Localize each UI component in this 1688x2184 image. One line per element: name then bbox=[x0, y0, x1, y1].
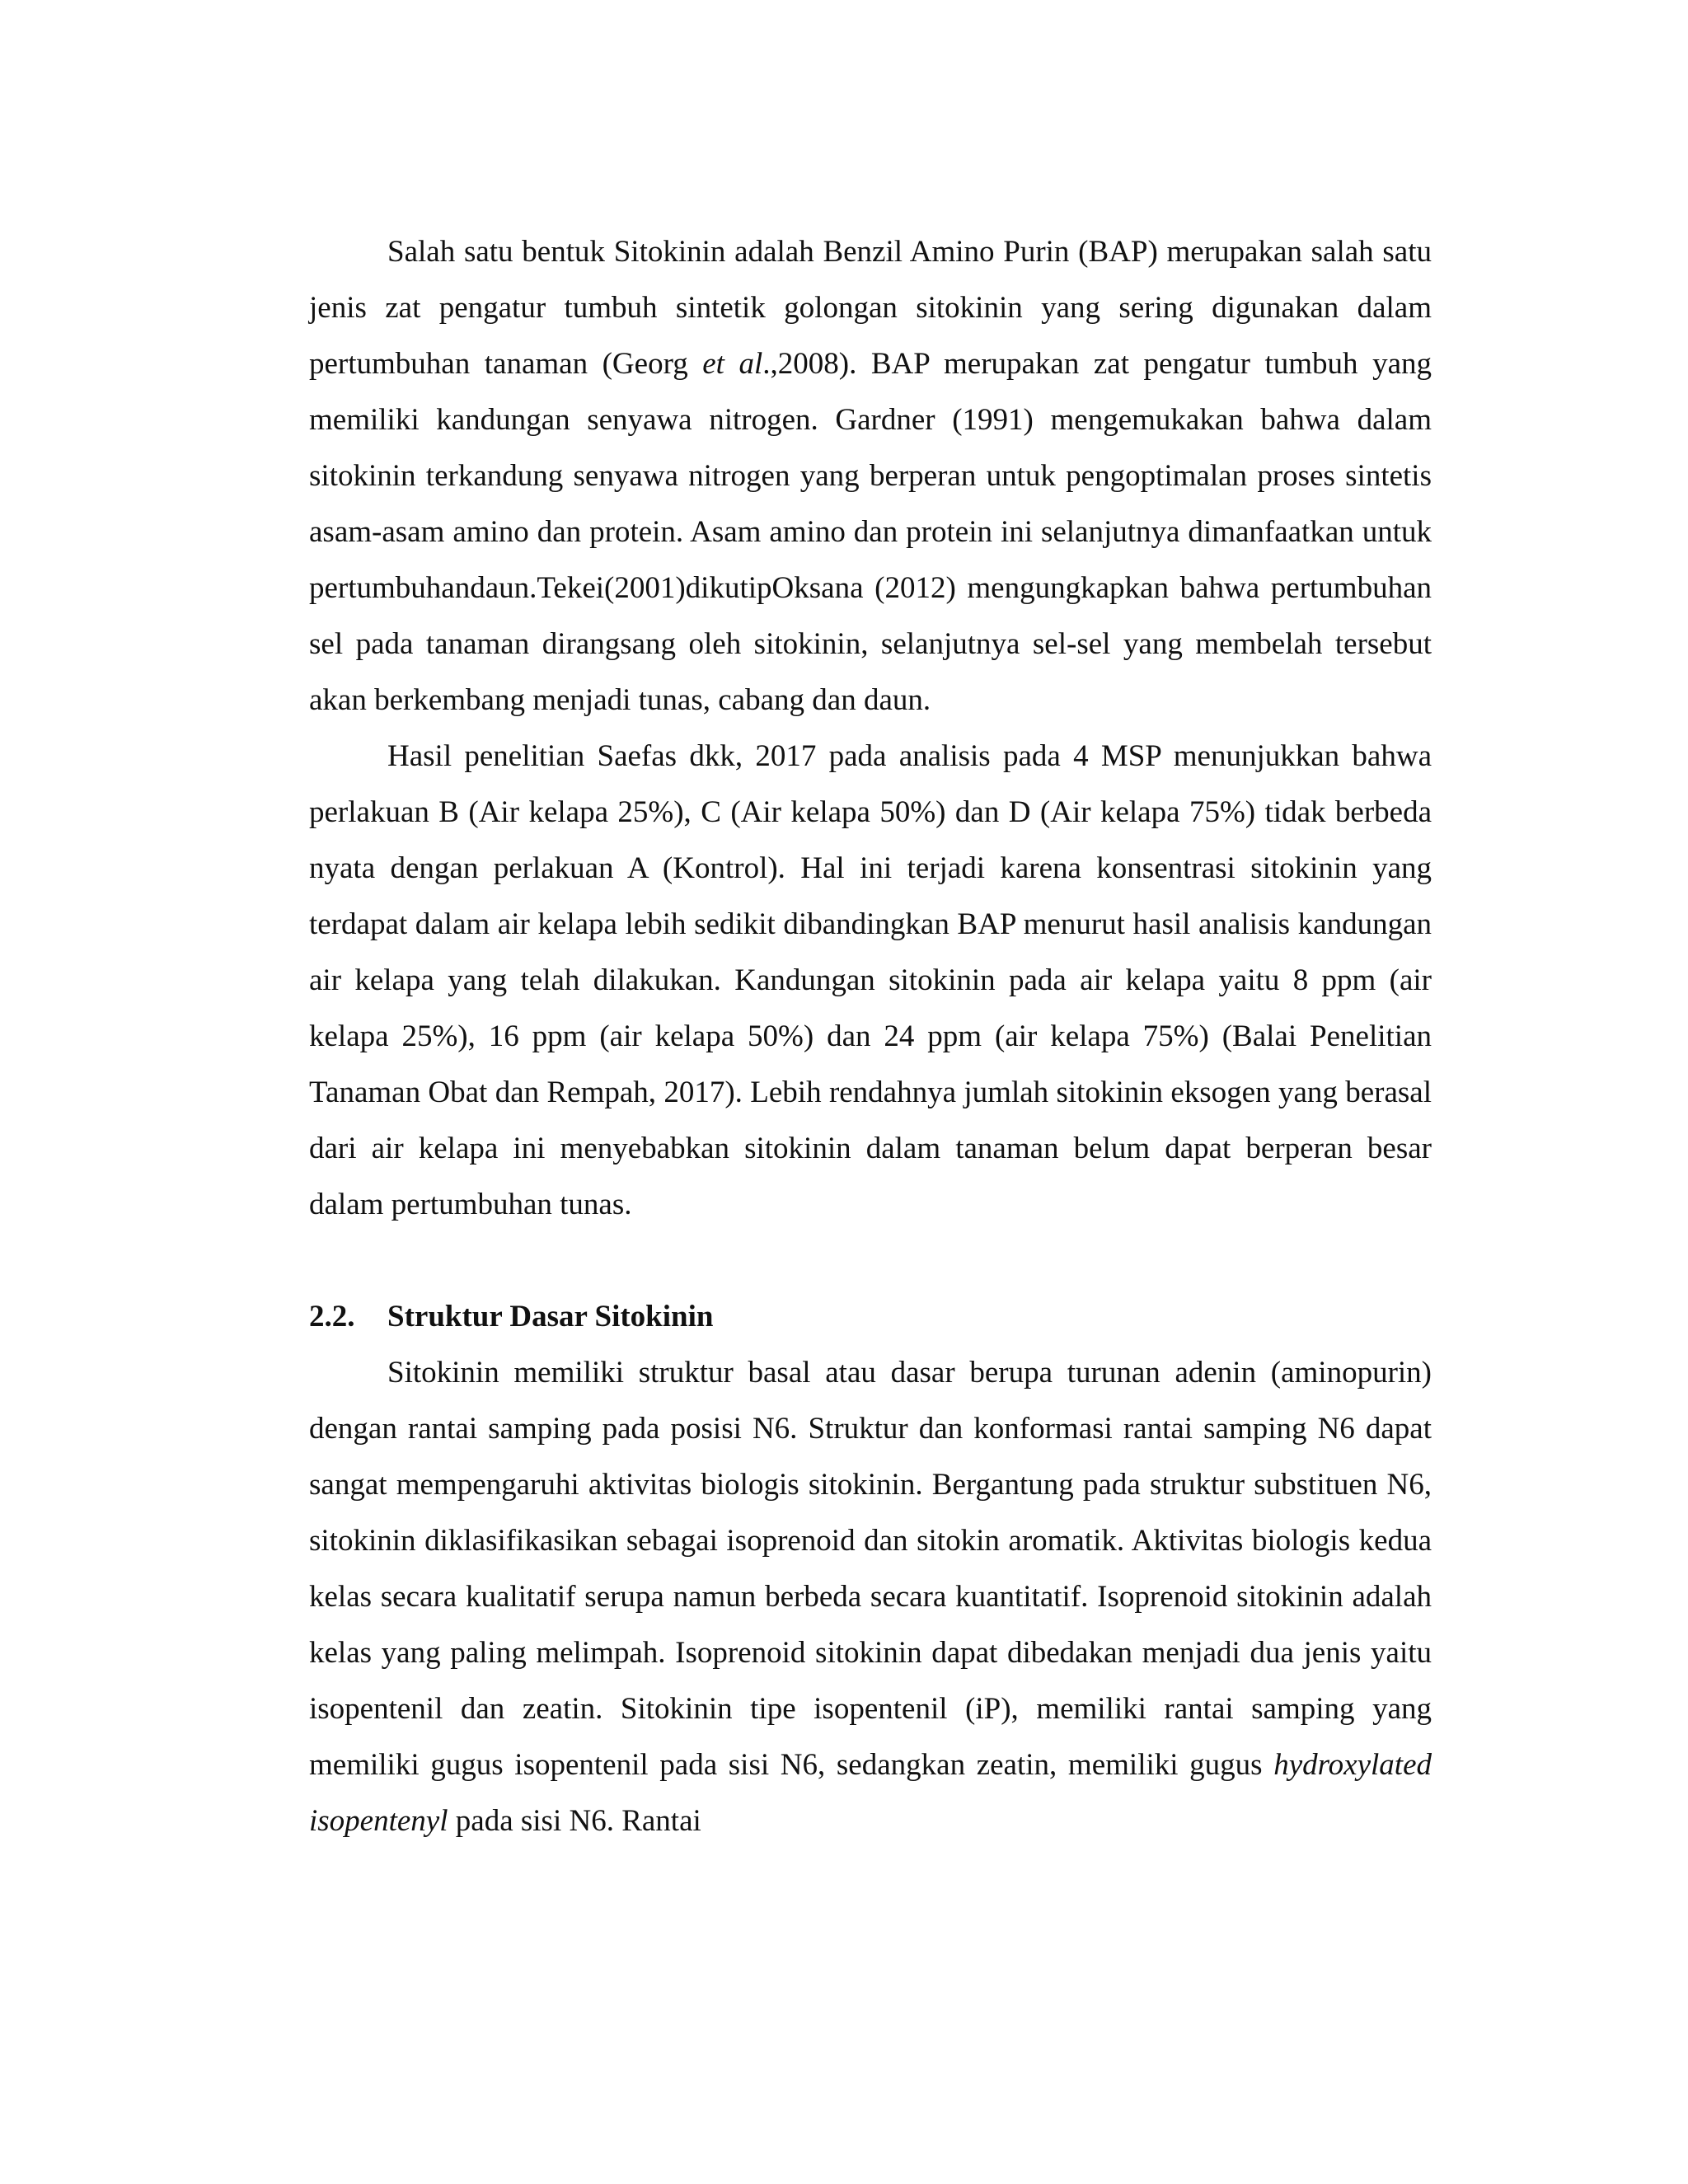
paragraph-saefas: Hasil penelitian Saefas dkk, 2017 pada analisis pada 4 MSP menunjukkan bahwa perlakuan B (Air kelapa 25%), C (Air kelapa 50%) dan D (Air kelapa 75%) tidak berbeda nyata dengan perlakuan A (Kontrol). Hal ini terjadi karena konsentrasi sitokinin yang terdapat dalam air kelapa lebih sedikit dibandingkan BAP menurut hasil analisis kandungan air kelapa yang telah dilakukan. Kandungan sitokinin pada air kelapa yaitu 8 ppm (air kelapa 25%), 16 ppm (air kelapa 50%) dan 24 ppm (air kelapa 75%) (Balai Penelitian Tanaman Obat dan Rempah, 2017). Lebih rendahnya jumlah sitokinin eksogen yang berasal dari air kelapa ini menyebabkan sitokinin dalam tanaman belum dapat berperan besar dalam pertumbuhan tunas. bbox=[309, 739, 1432, 1221]
paragraph-bap-italic-et-al: et al bbox=[702, 347, 763, 381]
section-heading bbox=[309, 1289, 1432, 1345]
section-number: 2.2. bbox=[309, 1300, 355, 1333]
paragraph-bap-text-1: Salah satu bentuk Sitokinin adalah Benzil Amino Purin (BAP) merupakan salah satu jenis zat pengatur tumbuh sintetik golongan sitokinin yang sering digunakan dalam pertumbuhan tanaman (Georg bbox=[309, 235, 1432, 381]
paragraph-struktur bbox=[309, 1345, 1432, 1849]
section-title: Struktur Dasar Sitokinin bbox=[387, 1300, 714, 1333]
paragraph-bap bbox=[309, 224, 1432, 729]
paragraph-struktur-text-2: pada sisi N6. Rantai bbox=[448, 1804, 701, 1838]
paragraph-struktur-italic-term: hydroxylated isopentenyl bbox=[309, 1748, 1432, 1838]
paragraph-struktur-text-1: Sitokinin memiliki struktur basal atau dasar berupa turunan adenin (aminopurin) dengan rantai samping pada posisi N6. Struktur dan konformasi rantai samping N6 dapat sangat mempengaruhi aktivitas biologis sitokinin. Bergantung pada struktur substituen N6, sitokinin diklasifikasikan sebagai isoprenoid dan sitokin aromatik. Aktivitas biologis kedua kelas secara kualitatif serupa namun berbeda secara kuantitatif. Isoprenoid sitokinin adalah kelas yang paling melimpah. Isoprenoid sitokinin dapat dibedakan menjadi dua jenis yaitu isopentenil dan zeatin. Sitokinin tipe isopentenil (iP), memiliki rantai samping yang memiliki gugus isopentenil pada sisi N6, sedangkan zeatin, memiliki gugus bbox=[309, 1356, 1432, 1782]
page-content bbox=[309, 224, 1432, 1849]
paragraph-bap-text-2: .,2008). BAP merupakan zat pengatur tumbuh yang memiliki kandungan senyawa nitrogen. Gardner (1991) mengemukakan bahwa dalam sitokinin terkandung senyawa nitrogen yang berperan untuk pengoptimalan proses sintetis asam-asam amino dan protein. Asam amino dan protein ini selanjutnya dimanfaatkan untuk pertumbuhandaun.Tekei(2001)dikutipOksana (2012) mengungkapkan bahwa pertumbuhan sel pada tanaman dirangsang oleh sitokinin, selanjutnya sel-sel yang membelah tersebut akan berkembang menjadi tunas, cabang dan daun. bbox=[309, 347, 1432, 717]
